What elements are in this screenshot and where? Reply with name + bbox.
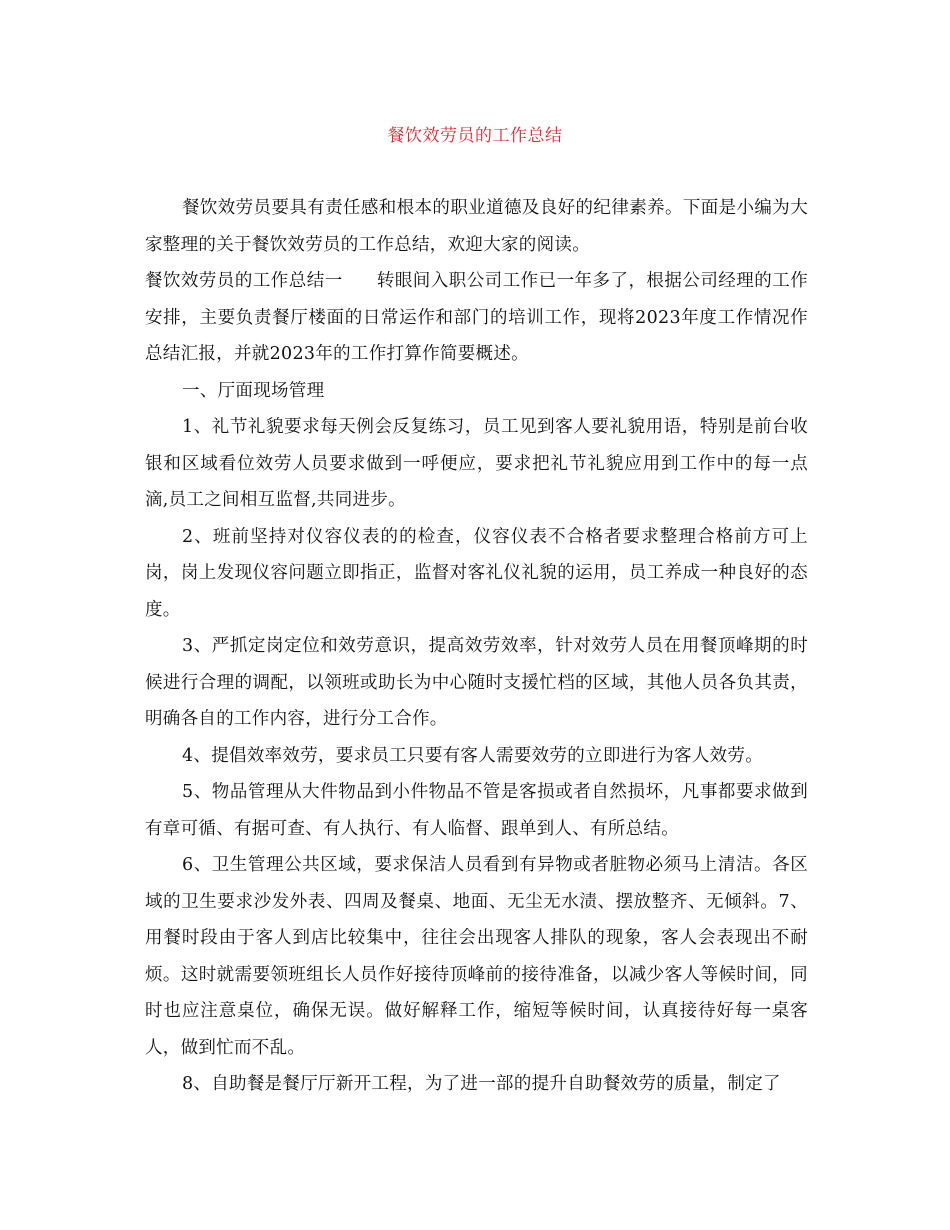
paragraph-item-6-7: 6、卫生管理公共区域，要求保洁人员看到有异物或者脏物必须马上清洁。各区域的卫生要求沙发外表、四周及餐桌、地面、无尘无水渍、摆放整齐、无倾斜。7、用餐时段由于客人到店比较集中，往往会出现客人排队的现象，客人会表现出不耐烦。这时就需要领班组长人员作好接待顶峰前的接待准备，以减少客人等候时间，同时也应注意桌位，确保无误。做好解释工作，缩短等候时间，认真接待好每一桌客人，做到忙而不乱。 [145, 855, 808, 1058]
document-body [145, 190, 808, 1103]
paragraph-item-4: 4、提倡效率效劳，要求员工只要有客人需要效劳的立即进行为客人效劳。 [182, 745, 764, 766]
paragraph-item-2: 2、班前坚持对仪容仪表的的检查，仪容仪表不合格者要求整理合格前方可上岗，岗上发现仪容问题立即指正，监督对客礼仪礼貌的运用，员工养成一种良好的态度。 [145, 526, 808, 620]
paragraph-intro: 餐饮效劳员要具有责任感和根本的职业道德及良好的纪律素养。下面是小编为大家整理的关于餐饮效劳员的工作总结，欢迎大家的阅读。 [145, 198, 808, 255]
paragraph-subheading: 一、厅面现场管理 [182, 380, 325, 401]
paragraph-section-heading-wrapper [145, 263, 808, 373]
document-title: 餐饮效劳员的工作总结 [387, 126, 563, 146]
paragraph-item-1: 1、礼节礼貌要求每天例会反复练习，员工见到客人要礼貌用语，特别是前台收银和区域看位效劳人员要求做到一呼便应，要求把礼节礼貌应用到工作中的每一点滴,员工之间相互监督,共同进步。 [145, 417, 808, 510]
paragraph-overview: 转眼间入职公司工作已一年多了，根据公司经理的工作安排，主要负责餐厅楼面的日常运作和部门的培训工作，现将2023年度工作情况作总结汇报，并就2023年的工作打算作简要概述。 [145, 271, 808, 364]
paragraph-item-3: 3、严抓定岗定位和效劳意识，提高效劳效率，针对效劳人员在用餐顶峰期的时候进行合理的调配，以领班或助长为中心随时支援忙档的区域，其他人员各负其责，明确各自的工作内容，进行分工合作。 [145, 636, 808, 729]
section-heading: 餐饮效劳员的工作总结一 [145, 271, 343, 291]
paragraph-item-8: 8、自助餐是餐厅厅新开工程，为了进一部的提升自助餐效劳的质量，制定了 [182, 1074, 781, 1094]
paragraph-item-5: 5、物品管理从大件物品到小件物品不管是客损或者自然损坏，凡事都要求做到有章可循、有据可查、有人执行、有人临督、跟单到人、有所总结。 [145, 782, 808, 839]
